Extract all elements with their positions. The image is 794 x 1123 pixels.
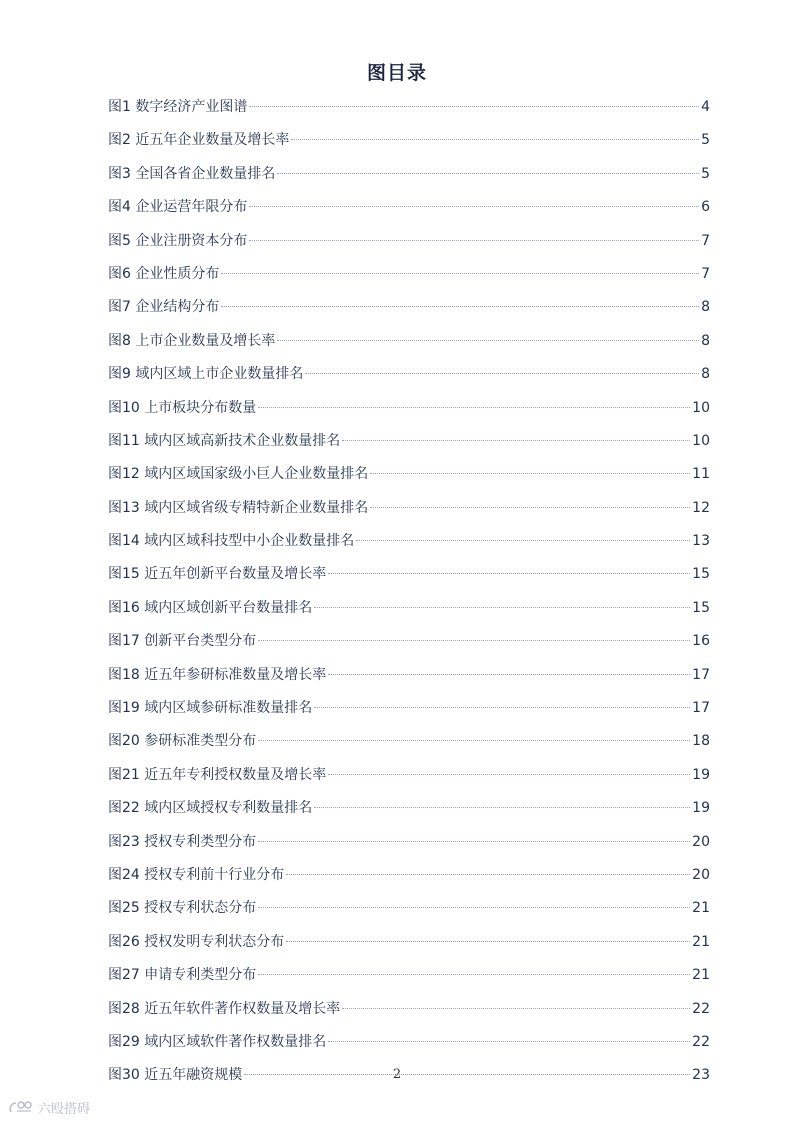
toc-entry-page: 18 xyxy=(692,733,710,750)
toc-entry-label: 图4 企业运营年限分布 xyxy=(108,199,248,216)
toc-entry-page: 16 xyxy=(692,633,710,650)
toc-dot-leader xyxy=(258,740,690,741)
toc-entry[interactable] xyxy=(108,894,710,927)
toc-dot-leader xyxy=(291,139,699,140)
toc-entry-label: 图9 域内区域上市企业数量排名 xyxy=(108,366,304,383)
toc-dot-leader xyxy=(328,674,690,675)
toc-dot-leader xyxy=(258,907,690,908)
toc-entry-label: 图10 上市板块分布数量 xyxy=(108,399,257,416)
toc-entry[interactable] xyxy=(108,460,710,493)
toc-dot-leader xyxy=(221,306,699,307)
toc-entry[interactable] xyxy=(108,594,710,627)
toc-entry-page: 10 xyxy=(692,432,710,449)
toc-entry-label: 图20 参研标准类型分布 xyxy=(108,733,257,750)
toc-entry[interactable] xyxy=(108,126,710,159)
toc-entry-label: 图27 申请专利类型分布 xyxy=(108,967,257,984)
toc-entry-page: 7 xyxy=(701,265,710,282)
toc-entry-page: 13 xyxy=(692,533,710,550)
toc-entry-label: 图25 授权专利状态分布 xyxy=(108,900,257,917)
toc-dot-leader xyxy=(370,473,690,474)
toc-entry[interactable] xyxy=(108,193,710,226)
toc-dot-leader xyxy=(314,807,690,808)
toc-entry-label: 图23 授权专利类型分布 xyxy=(108,833,257,850)
toc-entry[interactable] xyxy=(108,560,710,593)
toc-entry-page: 8 xyxy=(701,366,710,383)
toc-entry-label: 图8 上市企业数量及增长率 xyxy=(108,332,276,349)
toc-entry-label: 图13 域内区域省级专精特新企业数量排名 xyxy=(108,499,369,516)
toc-entry-page: 20 xyxy=(692,833,710,850)
toc-entry-page: 23 xyxy=(692,1067,710,1084)
watermark xyxy=(8,1096,90,1118)
toc-entry-page: 17 xyxy=(692,666,710,683)
toc-entry[interactable] xyxy=(108,828,710,861)
toc-dot-leader xyxy=(342,440,690,441)
toc-entry[interactable] xyxy=(108,794,710,827)
toc-dot-leader xyxy=(370,507,690,508)
toc-entry-label: 图19 域内区域参研标准数量排名 xyxy=(108,700,313,717)
toc-entry-page: 5 xyxy=(701,165,710,182)
toc-entry[interactable] xyxy=(108,160,710,193)
toc-entry[interactable] xyxy=(108,995,710,1028)
toc-entry-label: 图15 近五年创新平台数量及增长率 xyxy=(108,566,327,583)
toc-dot-leader xyxy=(328,573,690,574)
toc-dot-leader xyxy=(277,340,699,341)
toc-entry[interactable] xyxy=(108,661,710,694)
toc-entry[interactable] xyxy=(108,861,710,894)
toc-entry[interactable] xyxy=(108,227,710,260)
toc-dot-leader xyxy=(286,941,690,942)
toc-entry-label: 图5 企业注册资本分布 xyxy=(108,232,248,249)
toc-entry[interactable] xyxy=(108,727,710,760)
toc-entry-label: 图30 近五年融资规模 xyxy=(108,1067,243,1084)
toc-entry-page: 21 xyxy=(692,933,710,950)
toc-entry[interactable] xyxy=(108,761,710,794)
toc-dot-leader xyxy=(286,874,690,875)
toc-entry-page: 8 xyxy=(701,332,710,349)
toc-dot-leader xyxy=(328,774,690,775)
toc-entry-page: 21 xyxy=(692,967,710,984)
toc-entry[interactable] xyxy=(108,427,710,460)
toc-entry-page: 5 xyxy=(701,132,710,149)
toc-dot-leader xyxy=(314,707,690,708)
toc-dot-leader xyxy=(258,640,690,641)
toc-entry-label: 图28 近五年软件著作权数量及增长率 xyxy=(108,1000,341,1017)
toc-entry-page: 4 xyxy=(701,99,710,115)
toc-entry-page: 12 xyxy=(692,499,710,516)
toc-entry-page: 22 xyxy=(692,1033,710,1050)
toc-entry-label: 图26 授权发明专利状态分布 xyxy=(108,933,285,950)
toc-entry[interactable] xyxy=(108,928,710,961)
toc-entry-page: 6 xyxy=(701,199,710,216)
toc-entry-page: 21 xyxy=(692,900,710,917)
toc-dot-leader xyxy=(249,106,699,107)
toc-entry-page: 15 xyxy=(692,566,710,583)
toc-entry[interactable] xyxy=(108,360,710,393)
toc-entry-page: 7 xyxy=(701,232,710,249)
toc-entry-label: 图16 域内区域创新平台数量排名 xyxy=(108,599,313,616)
toc-entry-label: 图24 授权专利前十行业分布 xyxy=(108,866,285,883)
toc-entry[interactable] xyxy=(108,93,710,126)
figure-toc-list xyxy=(108,93,710,1095)
toc-dot-leader xyxy=(277,173,699,174)
toc-entry[interactable] xyxy=(108,327,710,360)
toc-dot-leader xyxy=(258,974,690,975)
toc-entry-label: 图14 域内区域科技型中小企业数量排名 xyxy=(108,533,355,550)
page-number: 2 xyxy=(392,1067,402,1082)
toc-entry-label: 图6 企业性质分布 xyxy=(108,265,220,282)
toc-entry-page: 11 xyxy=(692,466,710,483)
toc-dot-leader xyxy=(249,240,699,241)
toc-entry-page: 10 xyxy=(692,399,710,416)
toc-entry[interactable] xyxy=(108,494,710,527)
toc-entry[interactable] xyxy=(108,293,710,326)
toc-entry-page: 22 xyxy=(692,1000,710,1017)
toc-entry-label: 图12 域内区域国家级小巨人企业数量排名 xyxy=(108,466,369,483)
toc-entry-label: 图3 全国各省企业数量排名 xyxy=(108,165,276,182)
toc-entry-label: 图18 近五年参研标准数量及增长率 xyxy=(108,666,327,683)
toc-entry-label: 图17 创新平台类型分布 xyxy=(108,633,257,650)
toc-entry-page: 15 xyxy=(692,599,710,616)
toc-entry-label: 图2 近五年企业数量及增长率 xyxy=(108,132,290,149)
toc-entry-page: 8 xyxy=(701,299,710,316)
toc-entry[interactable] xyxy=(108,961,710,994)
toc-entry-page: 20 xyxy=(692,866,710,883)
toc-entry[interactable] xyxy=(108,1028,710,1061)
toc-entry-label: 图7 企业结构分布 xyxy=(108,299,220,316)
toc-dot-leader xyxy=(249,206,699,207)
toc-entry[interactable] xyxy=(108,627,710,660)
toc-entry-label: 图11 域内区域高新技术企业数量排名 xyxy=(108,432,341,449)
toc-dot-leader xyxy=(221,273,699,274)
toc-dot-leader xyxy=(258,407,690,408)
toc-dot-leader xyxy=(258,841,690,842)
watermark-text: 六殴搭碍 xyxy=(38,1101,91,1117)
toc-dot-leader xyxy=(305,373,699,374)
toc-dot-leader xyxy=(342,1008,690,1009)
toc-entry[interactable] xyxy=(108,527,710,560)
toc-dot-leader xyxy=(314,607,690,608)
toc-entry-page: 19 xyxy=(692,800,710,817)
toc-entry[interactable] xyxy=(108,260,710,293)
toc-entry-page: 19 xyxy=(692,766,710,783)
toc-dot-leader xyxy=(356,540,690,541)
toc-entry-label: 图22 域内区域授权专利数量排名 xyxy=(108,800,313,817)
toc-dot-leader xyxy=(328,1041,690,1042)
toc-entry-label: 图1 数字经济产业图谱 xyxy=(108,99,248,115)
toc-entry[interactable] xyxy=(108,694,710,727)
toc-entry-label: 图21 近五年专利授权数量及增长率 xyxy=(108,766,327,783)
toc-entry-page: 17 xyxy=(692,700,710,717)
watermark-logo-icon xyxy=(8,1099,34,1115)
page-title: 图目录 xyxy=(366,62,427,84)
toc-entry-label: 图29 域内区域软件著作权数量排名 xyxy=(108,1033,327,1050)
toc-entry[interactable] xyxy=(108,394,710,427)
